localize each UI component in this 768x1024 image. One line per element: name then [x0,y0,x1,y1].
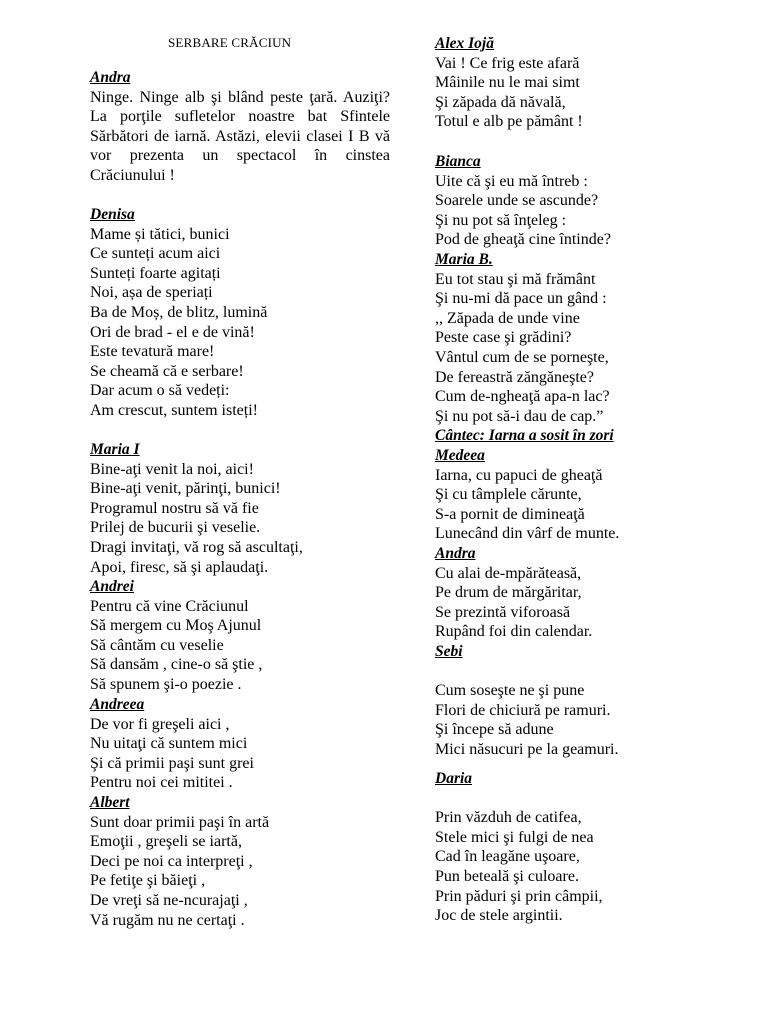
verse-line: Joc de stele argintii. [435,907,563,925]
speaker-name: Maria I [90,441,140,458]
verse-line: Şi zăpada dă năvală, [435,93,566,111]
verse-line: Eu tot stau şi mă frământ [435,270,596,288]
verse-line: Şi nu-mi dă pace un gând : [435,290,607,308]
verse-line: Iarna, cu papuci de gheaţă [435,466,603,484]
verse-line: Pe fetiţe şi băieţi , [90,872,206,890]
verse-block-daria [435,769,603,926]
verse-line: Flori de chiciură pe ramuri. [435,701,611,719]
verse-block-andra-2 [435,544,592,642]
speaker-name: Andra [435,545,476,562]
speaker-name: Andra [90,69,131,86]
verse-line: Vântul cum de se porneşte, [435,348,609,366]
verse-line: Vai ! Ce frig este afară [435,54,580,72]
verse-line: Cu alai de-mpărăteasă, [435,564,582,582]
song-title: Cântec: Iarna a sosit în zori [435,427,614,444]
verse-line: Mici năsucuri pe la geamuri. [435,740,619,758]
verse-line: Bine-aţi venit la noi, aici! [90,460,254,478]
verse-line: Pe drum de mărgăritar, [435,584,582,602]
verse-block-andreea [90,695,254,793]
verse-block-medeea [435,446,619,544]
speaker-name: Bianca [435,153,481,170]
verse-line: Totul e alb pe pământ ! [435,113,583,131]
verse-line: Nu uitaţi că suntem mici [90,735,248,753]
verse-line: Este tevatură mare! [90,343,215,361]
verse-line: Să spunem şi-o poezie . [90,675,242,693]
verse-line: S-a pornit de dimineaţă [435,505,585,523]
verse-line: Mame și tătici, bunici [90,225,230,243]
verse-line: Pentru că vine Crăciunul [90,597,249,615]
verse-line: De fereastră zăngăneşte? [435,368,594,386]
verse-block-alex-ioja [435,34,583,132]
verse-line: Să cântăm cu veselie [90,636,224,654]
verse-line: Se cheamă că e serbare! [90,362,244,380]
verse-line: Emoţii , greşeli se iartă, [90,833,242,851]
speaker-name: Andrei [90,578,134,595]
verse-line: Prilej de bucurii şi veselie. [90,519,261,537]
speaker-name: Denisa [90,206,135,223]
verse-line: Cum de-ngheaţă apa-n lac? [435,388,610,406]
verse-line: Lunecând din vârf de munte. [435,525,620,543]
verse-line: Cum soseşte ne şi pune [435,682,585,700]
verse-line: Cad în leagăne uşoare, [435,848,580,866]
verse-block-andrei [90,577,262,695]
verse-block-andra [90,68,390,186]
verse-line: De vor fi greşeli aici , [90,715,230,733]
verse-block-maria-i [90,440,303,577]
verse-line: Stele mici şi fulgi de nea [435,828,594,846]
verse-line: Pod de gheaţă cine întinde? [435,231,611,249]
verse-line: Programul nostru să vă fie [90,499,259,517]
verse-line: Şi începe să adune [435,721,554,739]
verse-block-bianca [435,152,611,250]
song-block [435,426,614,446]
speaker-name: Andreea [90,696,145,713]
verse-line: Vă rugăm nu ne certaţi . [90,911,245,929]
verse-line: Peste case şi grădini? [435,329,572,347]
verse-line: Prin păduri şi prin câmpii, [435,887,603,905]
speaker-name: Medeea [435,447,485,464]
verse-line: Dragi invitaţi, vă rog să ascultaţi, [90,538,303,556]
verse-block-maria-b [435,250,610,426]
page-title: SERBARE CRĂCIUN [168,35,292,50]
verse-line: Ori de brad - el e de vină! [90,323,255,341]
verse-block-albert [90,793,269,930]
verse-line: Ce sunteți acum aici [90,245,221,263]
verse-line: Şi nu pot să înţeleg : [435,211,567,229]
verse-line: ,, Zăpada de unde vine [435,309,580,327]
verse-line: Pentru noi cei mititei . [90,774,233,792]
speaker-name: Daria [435,770,473,787]
verse-line: Se prezintă viforoasă [435,603,571,621]
verse-line: Sunt doar primii paşi în artă [90,813,270,831]
verse-block-denisa [90,205,267,421]
verse-line: Şi cu tâmplele cărunte, [435,486,582,504]
verse-line: Mâinile nu le mai simt [435,74,580,92]
speaker-name: Alex Iojă [435,35,494,52]
verse-line: Dar acum o să vedeți: [90,382,230,400]
verse-line: Prin văzduh de catifea, [435,809,582,827]
verse-line: Pun beteală şi culoare. [435,867,579,885]
verse-line: Să mergem cu Moş Ajunul [90,617,262,635]
verse-line: Uite că şi eu mă întreb : [435,172,588,190]
verse-block-sebi [435,642,619,760]
speaker-name: Maria B. [435,251,493,268]
verse-line: Bine-aţi venit, părinţi, bunici! [90,480,281,498]
verse-line: Sunteți foarte agitați [90,264,221,282]
speaker-name: Albert [90,794,130,811]
verse-line: Ba de Moș, de blitz, lumină [90,303,268,321]
verse-line: Noi, așa de speriați [90,284,213,302]
verse-line: Deci pe noi ca interpreţi , [90,852,253,870]
verse-line: Apoi, firesc, să şi aplaudaţi. [90,558,269,576]
verse-line: Rupând foi din calendar. [435,623,593,641]
verse-line: Am crescut, suntem isteți! [90,401,258,419]
verse-line: Şi nu pot să-i dau de cap.” [435,407,604,425]
verse-line: De vreţi să ne-ncurajaţi , [90,891,248,909]
verse-line: Soarele unde se ascunde? [435,192,599,210]
verse-line: Să dansăm , cine-o să ştie , [90,656,263,674]
speaker-name: Sebi [435,643,463,660]
verse-line: Şi că primii paşi sunt grei [90,754,254,772]
intro-paragraph: Ninge. Ninge alb şi blând peste ţară. Auziţi? La porţile sufletelor noastre bat Sfintele Sărbători de iarnă. Astăzi, elevii clasei I B vă vor prezenta un spectacol în cinstea Crăciunului ! [90,88,390,184]
